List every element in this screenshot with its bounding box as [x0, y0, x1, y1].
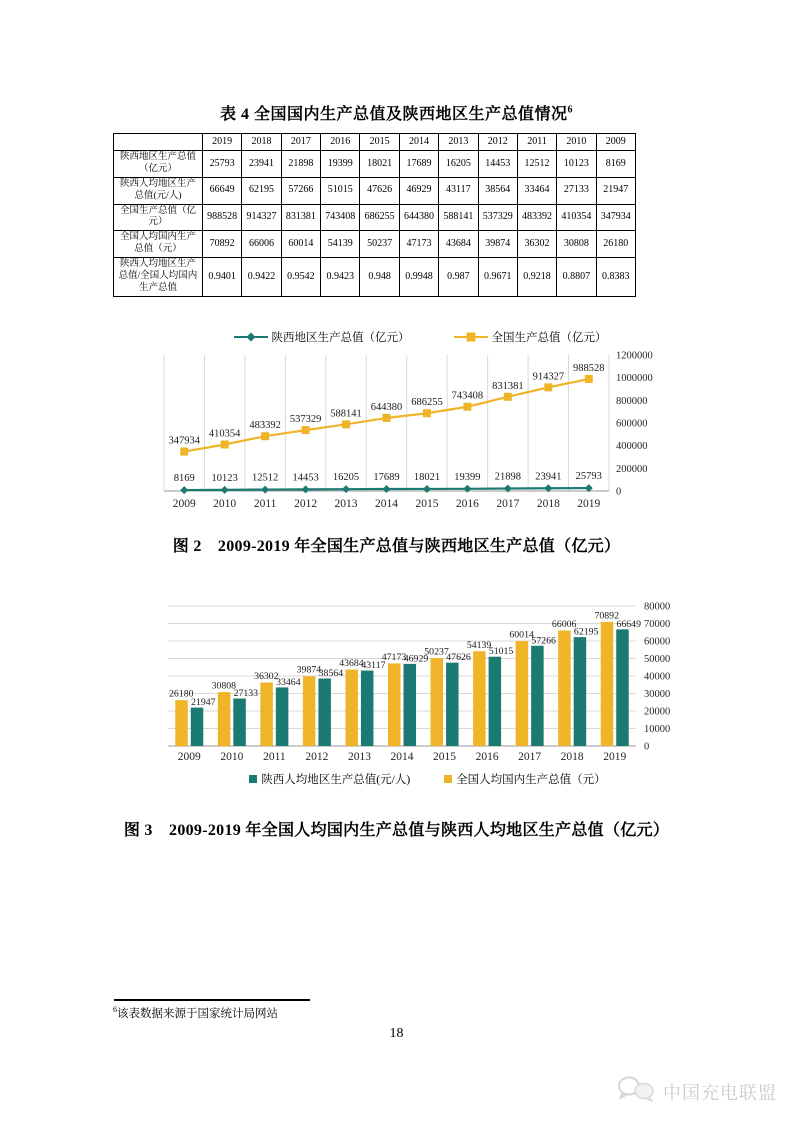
table-cell: 10123: [557, 151, 596, 178]
data-point-marker: [221, 440, 229, 448]
data-point-marker: [302, 485, 310, 493]
data-label: 644380: [370, 401, 403, 413]
x-axis-tick-label: 2013: [334, 498, 358, 510]
x-axis-tick-label: 2018: [536, 498, 560, 510]
x-axis-tick-label: 2017: [496, 498, 520, 510]
table-cell: 0.8383: [596, 258, 635, 297]
data-label: 57266: [531, 635, 556, 647]
bar-national: [601, 622, 614, 746]
y-axis-tick-label: 20000: [644, 706, 671, 718]
bar-national: [558, 630, 571, 746]
x-axis-tick-label: 2013: [347, 751, 371, 763]
data-label: 39874: [296, 664, 322, 676]
table-title-superscript: 6: [567, 104, 573, 116]
data-label: 27133: [233, 688, 259, 700]
table-cell: 0.9542: [281, 258, 320, 297]
x-axis-tick-label: 2012: [305, 751, 329, 763]
watermark-text: 中国充电联盟: [663, 1082, 777, 1103]
data-label: 33464: [276, 676, 301, 688]
table-cell: 0.987: [439, 258, 478, 297]
data-label: 43117: [361, 660, 386, 672]
bar-national: [345, 670, 358, 746]
footnote-divider: [114, 999, 310, 1001]
data-point-marker: [463, 485, 471, 493]
x-axis-tick-label: 2015: [415, 498, 439, 510]
data-label: 743408: [451, 390, 484, 402]
data-label: 62195: [573, 626, 599, 638]
table-cell: 25793: [203, 151, 242, 178]
row-header: 全国生产总值（亿元）: [114, 204, 203, 231]
table-cell: 36302: [517, 231, 556, 258]
table-title-text: 表 4 全国国内生产总值及陕西地区生产总值情况: [219, 106, 568, 123]
data-point-marker: [221, 486, 229, 494]
y-axis-tick-label: 800000: [616, 395, 648, 407]
table-cell: 38564: [478, 177, 517, 204]
data-label: 21898: [494, 471, 521, 483]
table-row: [114, 231, 636, 258]
table-header-row: [114, 134, 636, 151]
data-point-marker: [383, 414, 391, 422]
row-header: 陕西人均地区生产总值(元/人): [114, 177, 203, 204]
table-cell: 21898: [281, 151, 320, 178]
data-label: 14453: [292, 472, 319, 484]
x-axis-tick-label: 2016: [475, 751, 499, 763]
y-axis-tick-label: 1200000: [616, 350, 653, 362]
data-label: 51015: [488, 646, 514, 658]
table-cell: 50237: [360, 231, 399, 258]
data-point-marker: [544, 383, 552, 391]
bar-chart-legend: [150, 771, 705, 787]
data-point-marker: [180, 486, 188, 494]
x-axis-tick-label: 2016: [455, 498, 479, 510]
data-label: 66006: [551, 618, 577, 630]
bar-national: [303, 676, 316, 746]
table-row: [114, 177, 636, 204]
table-title: [0, 101, 793, 124]
footnote: [113, 1005, 278, 1021]
line-chart-legend: [150, 329, 690, 345]
table-cell: 588141: [439, 204, 478, 231]
figure2-line-chart: [150, 329, 690, 522]
data-label: 410354: [208, 428, 241, 440]
data-point-marker: [585, 375, 593, 383]
x-axis-tick-label: 2012: [294, 498, 318, 510]
table-cell: 21947: [596, 177, 635, 204]
table-cell: 23941: [242, 151, 281, 178]
data-label: 8169: [173, 473, 195, 485]
year-column-header: 2017: [281, 134, 320, 151]
x-axis-tick-label: 2009: [172, 498, 196, 510]
y-axis-tick-label: 600000: [616, 418, 648, 430]
table-cell: 57266: [281, 177, 320, 204]
footnote-text: 该表数据来源于国家统计局网站: [117, 1008, 278, 1020]
table-cell: 46929: [399, 177, 438, 204]
table-cell: 831381: [281, 204, 320, 231]
data-label: 18021: [413, 471, 441, 483]
bar-shaanxi: [191, 708, 204, 746]
table-row: [114, 204, 636, 231]
bar-shaanxi: [233, 699, 246, 746]
row-header: 全国人均国内生产总值（元）: [114, 231, 203, 258]
table-cell: 39874: [478, 231, 517, 258]
year-column-header: 2019: [203, 134, 242, 151]
table-cell: 0.9218: [517, 258, 556, 297]
data-label: 19399: [454, 471, 481, 483]
data-label: 54139: [466, 639, 492, 651]
table-cell: 0.948: [360, 258, 399, 297]
figure3-caption: 图 3 2009-2019 年全国人均国内生产总值与陕西人均地区生产总值（亿元）: [123, 822, 670, 839]
y-axis-tick-label: 400000: [616, 441, 648, 453]
table-cell: 43117: [439, 177, 478, 204]
table-cell: 12512: [517, 151, 556, 178]
data-label: 16205: [332, 472, 360, 484]
corner-cell: [114, 134, 203, 151]
data-label: 537329: [289, 414, 322, 426]
data-label: 43684: [339, 658, 364, 670]
data-point-marker: [423, 409, 431, 417]
x-axis-tick-label: 2015: [433, 751, 457, 763]
table-cell: 43684: [439, 231, 478, 258]
data-label: 23941: [535, 471, 562, 483]
table-cell: 33464: [517, 177, 556, 204]
table-cell: 537329: [478, 204, 517, 231]
bar-shaanxi: [531, 646, 544, 746]
legend-diamond: [246, 333, 255, 342]
data-point-marker: [180, 448, 188, 456]
year-column-header: 2016: [321, 134, 360, 151]
table-cell: 0.9948: [399, 258, 438, 297]
year-column-header: 2014: [399, 134, 438, 151]
table-cell: 30808: [557, 231, 596, 258]
x-axis-tick-label: 2011: [263, 751, 286, 763]
x-axis-tick-label: 2017: [518, 751, 542, 763]
bar-shaanxi: [361, 671, 374, 746]
table-cell: 0.9423: [321, 258, 360, 297]
legend-marker-icon: [234, 331, 268, 343]
table-cell: 686255: [360, 204, 399, 231]
x-axis-tick-label: 2014: [375, 498, 398, 510]
data-label: 12512: [252, 472, 279, 484]
table-cell: 14453: [478, 151, 517, 178]
bar-shaanxi: [318, 679, 331, 746]
table-row: [114, 151, 636, 178]
y-axis-tick-label: 0: [644, 741, 650, 753]
data-label: 347934: [168, 435, 200, 447]
year-column-header: 2015: [360, 134, 399, 151]
table-cell: 914327: [242, 204, 281, 231]
data-label: 47626: [446, 652, 471, 664]
data-label: 483392: [249, 420, 281, 432]
year-column-header: 2013: [439, 134, 478, 151]
data-label: 47173: [381, 651, 407, 663]
table-cell: 27133: [557, 177, 596, 204]
data-label: 10123: [211, 472, 238, 484]
data-point-marker: [383, 485, 391, 493]
data-label: 686255: [411, 397, 443, 409]
data-label: 60014: [509, 629, 534, 641]
y-axis-tick-label: 70000: [644, 619, 671, 630]
table-row: [114, 258, 636, 297]
legend-item: [444, 771, 606, 787]
data-label: 831381: [492, 380, 524, 392]
data-label: 21947: [191, 697, 216, 709]
page-number: 18: [389, 1026, 404, 1041]
table-cell: 54139: [321, 231, 360, 258]
row-header: 陕西人均地区生产总值/全国人均国内生产总值: [114, 258, 203, 297]
data-label: 988528: [573, 362, 605, 374]
bar-national: [388, 663, 401, 746]
x-axis-tick-label: 2019: [577, 498, 601, 510]
bar-shaanxi: [446, 663, 459, 746]
data-point-marker: [423, 485, 431, 493]
table-cell: 66649: [203, 177, 242, 204]
table-cell: 483392: [517, 204, 556, 231]
data-point-marker: [261, 432, 269, 440]
table-cell: 62195: [242, 177, 281, 204]
y-axis-tick-label: 200000: [616, 463, 648, 475]
table-cell: 0.9422: [242, 258, 281, 297]
data-label: 70892: [594, 610, 619, 622]
table-cell: 16205: [439, 151, 478, 178]
data-point-marker: [463, 403, 471, 411]
data-label: 914327: [532, 371, 565, 383]
year-column-header: 2011: [517, 134, 556, 151]
data-label: 50237: [424, 646, 449, 658]
data-label: 26180: [169, 688, 194, 700]
table-cell: 47173: [399, 231, 438, 258]
line-chart-svg: [150, 345, 690, 517]
data-label: 46929: [403, 653, 429, 665]
watermark-logo-icon: [616, 1075, 656, 1108]
data-label: 30808: [211, 680, 237, 692]
table-cell: 51015: [321, 177, 360, 204]
year-column-header: 2012: [478, 134, 517, 151]
bar-national: [218, 692, 231, 746]
y-axis-tick-label: 50000: [644, 654, 671, 665]
y-axis-tick-label: 60000: [644, 636, 671, 648]
watermark: [616, 1075, 777, 1108]
data-label: 66649: [616, 618, 641, 630]
footnote-superscript: 6: [113, 1005, 117, 1015]
table-cell: 18021: [360, 151, 399, 178]
year-column-header: 2018: [242, 134, 281, 151]
table-cell: 60014: [281, 231, 320, 258]
data-point-marker: [302, 426, 310, 434]
table-cell: 47626: [360, 177, 399, 204]
x-axis-tick-label: 2014: [390, 751, 414, 763]
table-cell: 0.9401: [203, 258, 242, 297]
table-cell: 70892: [203, 231, 242, 258]
table-cell: 410354: [557, 204, 596, 231]
y-axis-tick-label: 1000000: [616, 373, 653, 385]
legend-swatch-icon: [249, 775, 257, 783]
legend-swatch-icon: [444, 775, 452, 783]
x-axis-tick-label: 2019: [603, 751, 627, 763]
data-label: 36302: [254, 670, 279, 682]
legend-label: 陕西地区生产总值（亿元）: [271, 332, 410, 344]
legend-item: [454, 329, 607, 345]
figure2-caption: 图 2 2009-2019 年全国生产总值与陕西地区生产总值（亿元）: [172, 538, 621, 555]
x-axis-tick-label: 2009: [177, 751, 201, 763]
table-cell: 0.8807: [557, 258, 596, 297]
data-point-marker: [504, 393, 512, 401]
year-column-header: 2009: [596, 134, 635, 151]
legend-item: [234, 329, 410, 345]
bar-national: [175, 700, 188, 746]
legend-square: [466, 333, 475, 342]
legend-marker-icon: [454, 331, 488, 343]
bar-shaanxi: [489, 657, 502, 746]
row-header: 陕西地区生产总值（亿元）: [114, 151, 203, 178]
table-cell: 644380: [399, 204, 438, 231]
data-point-marker: [342, 485, 350, 493]
legend-item: [249, 771, 410, 787]
year-column-header: 2010: [557, 134, 596, 151]
y-axis-tick-label: 40000: [644, 671, 671, 683]
figure3-bar-chart: [150, 594, 705, 787]
legend-label: 全国生产总值（亿元）: [491, 332, 607, 344]
bar-national: [516, 641, 529, 746]
data-label: 25793: [575, 471, 602, 483]
bar-shaanxi: [404, 664, 417, 746]
bar-national: [473, 651, 486, 746]
legend-label: 陕西人均地区生产总值(元/人): [261, 774, 411, 786]
y-axis-tick-label: 30000: [644, 689, 671, 700]
y-axis-tick-label: 10000: [644, 724, 671, 735]
table-cell: 19399: [321, 151, 360, 178]
y-axis-tick-label: 80000: [644, 601, 671, 613]
table-cell: 0.9671: [478, 258, 517, 297]
table-cell: 347934: [596, 204, 635, 231]
bar-shaanxi: [616, 629, 629, 746]
data-label: 38564: [318, 668, 344, 680]
x-axis-tick-label: 2011: [253, 498, 277, 510]
data-point-marker: [261, 486, 269, 494]
data-label: 588141: [330, 408, 362, 420]
bar-shaanxi: [574, 637, 587, 746]
data-label: 17689: [373, 471, 400, 483]
table-cell: 743408: [321, 204, 360, 231]
data-point-marker: [342, 420, 350, 428]
table-cell: 26180: [596, 231, 635, 258]
table-cell: 988528: [203, 204, 242, 231]
bar-national: [260, 682, 273, 746]
x-axis-tick-label: 2010: [220, 751, 244, 763]
gdp-table: [113, 133, 636, 297]
table-cell: 66006: [242, 231, 281, 258]
y-axis-tick-label: 0: [616, 486, 622, 498]
x-axis-tick-label: 2018: [560, 751, 584, 763]
bar-national: [431, 658, 444, 746]
bar-chart-svg: [150, 594, 705, 764]
legend-label: 全国人均国内生产总值（元）: [456, 774, 606, 786]
table-cell: 8169: [596, 151, 635, 178]
bar-shaanxi: [276, 687, 289, 746]
table-cell: 17689: [399, 151, 438, 178]
x-axis-tick-label: 2010: [213, 498, 237, 510]
